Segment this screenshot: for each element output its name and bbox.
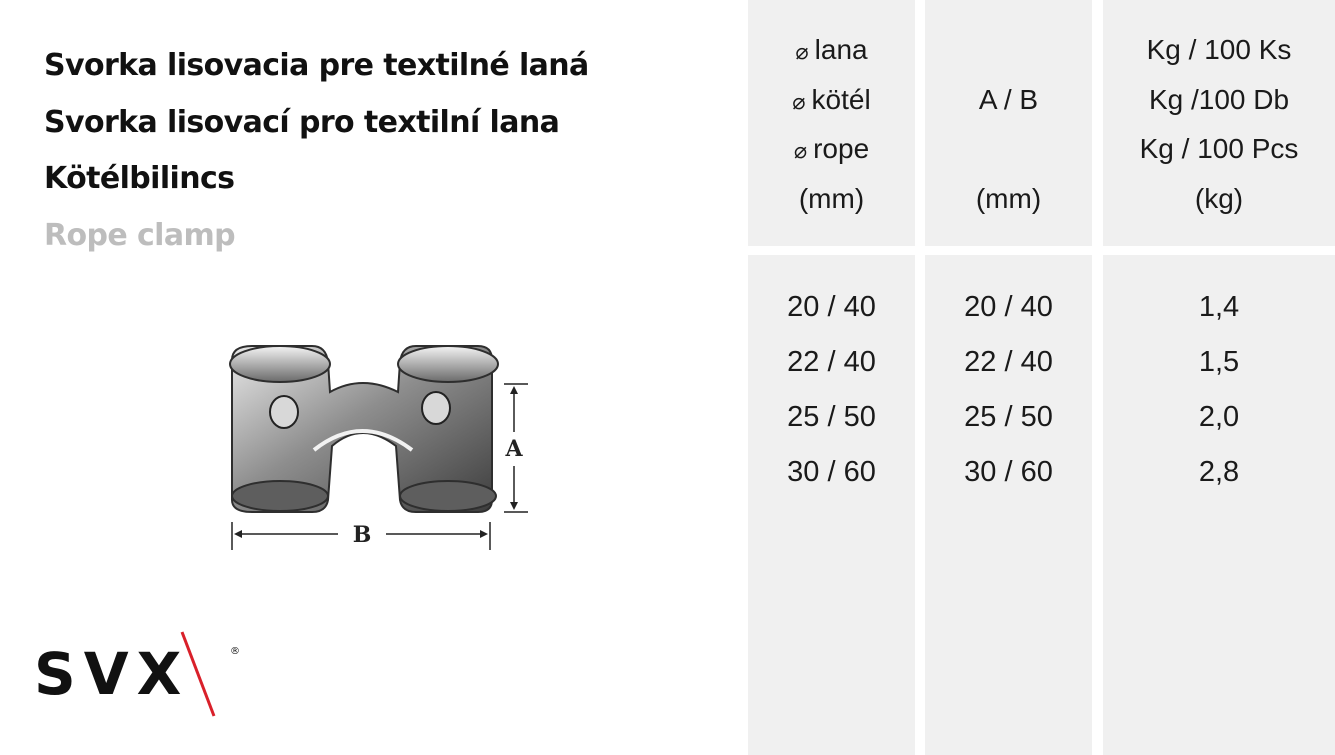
table-cell: 30 / 60 [964,456,1053,488]
header-ab-label: A / B [978,83,1039,115]
header-panel-diameter [748,0,915,246]
table-cell: 1,5 [1198,346,1240,378]
header-weight-unit: (kg) [1194,182,1244,214]
header-panel-ab [925,0,1092,246]
header-ab [925,25,1092,223]
table-cell: 1,4 [1198,291,1240,323]
table-cell: 22 / 40 [787,346,876,378]
product-titles [44,38,589,264]
header-ab-unit: (mm) [975,182,1042,214]
diameter-icon: ⌀ [792,88,806,114]
table-cell: 30 / 60 [787,456,876,488]
header-weight [1103,25,1335,223]
registered-mark: ® [230,646,240,657]
title-hungarian: Kötélbilincs [44,161,235,196]
rope-clamp-illustration [222,330,534,554]
logo-text: SVX [34,640,190,708]
svx-logo [32,630,242,722]
table-cell: 25 / 50 [787,401,876,433]
bolt-hole-left [270,396,298,428]
header-panel-weight [1103,0,1335,246]
header-diameter-unit: (mm) [798,182,865,214]
title-english: Rope clamp [44,217,236,253]
header-weight-sk: Kg / 100 Ks [1146,34,1292,65]
header-weight-hu: Kg /100 Db [1148,83,1290,115]
diameter-icon: ⌀ [793,138,808,163]
column-diameter-values [748,280,915,500]
dimension-a-label: A [505,436,523,462]
table-cell: 2,0 [1198,401,1240,433]
title-czech: Svorka lisovací pro textilní lana [44,104,560,140]
table-cell: 20 / 40 [787,291,876,323]
diameter-icon: ⌀ [795,39,809,64]
table-cell: 2,8 [1198,456,1240,488]
title-slovak: Svorka lisovacia pre textilné laná [44,48,589,83]
bolt-hole-right [422,392,450,424]
header-weight-en: Kg / 100 Pcs [1139,133,1299,164]
header-diameter-sk: lana [814,34,868,65]
column-ab-values [925,280,1092,500]
dimension-b-label: B [352,522,372,548]
header-diameter-en: rope [813,133,870,164]
header-diameter [748,25,915,223]
table-cell: 22 / 40 [964,346,1053,378]
table-cell: 25 / 50 [964,401,1053,433]
table-cell: 20 / 40 [964,291,1053,323]
header-diameter-hu: kötél [811,83,871,115]
column-weight-values [1103,280,1335,500]
